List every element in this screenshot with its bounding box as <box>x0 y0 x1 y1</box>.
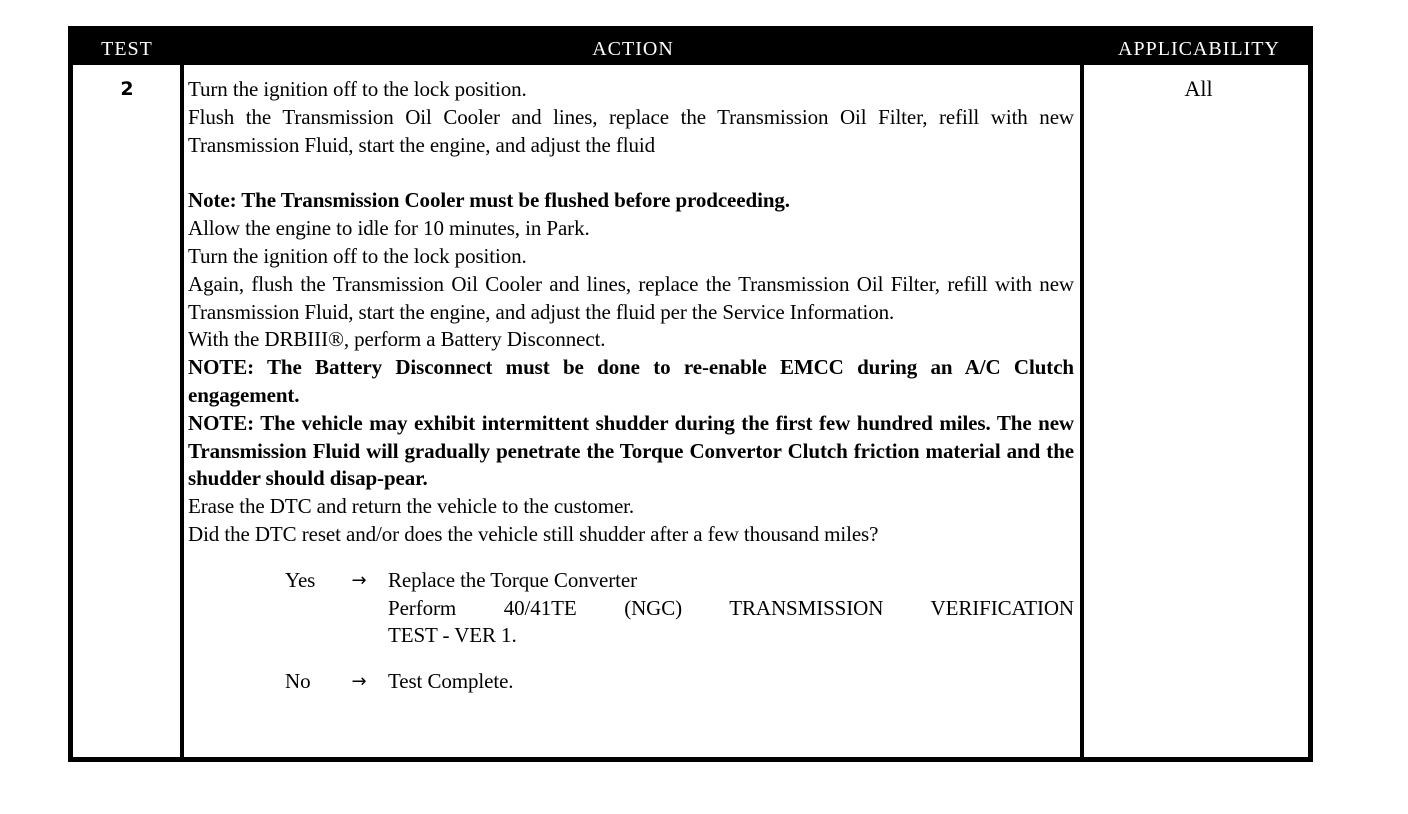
diagnostic-test-table <box>68 26 1313 762</box>
header-applicability: APPLICABILITY <box>1118 38 1280 60</box>
action-question: Did the DTC reset and/or does the vehicle still shudder after a few thousand miles? <box>188 521 879 546</box>
applicability-value: All <box>1184 76 1213 101</box>
answer-no <box>285 668 1074 696</box>
header-test: TEST <box>101 38 153 60</box>
right-arrow-icon: → <box>351 671 367 693</box>
answer-yes <box>285 567 1074 650</box>
right-arrow-icon: → <box>351 569 367 591</box>
action-cell <box>188 76 1074 696</box>
column-divider <box>180 65 184 757</box>
action-step: Again, flush the Transmission Oil Cooler and lines, replace the Transmission Oil Filter, refill with new Transmission Fluid, start the engine, and adjust the fluid per the Service Information. <box>188 271 1074 324</box>
action-note: NOTE: The vehicle may exhibit intermittent shudder during the first few hundred miles. The new Transmission Fluid will gradually penetrate the Torque Convertor Clutch friction material and the shudder should disap-pear. <box>188 410 1074 491</box>
action-note: Note: The Transmission Cooler must be flushed before prodceeding. <box>188 188 790 213</box>
no-label: No <box>285 669 311 694</box>
action-step: Turn the ignition off to the lock position. <box>188 77 527 101</box>
yes-result-line: TEST - VER 1. <box>388 623 517 648</box>
action-step: Flush the Transmission Oil Cooler and lines, replace the Transmission Oil Filter, refill with new Transmission Fluid, start the engine, and adjust the fluid <box>188 104 1074 157</box>
column-divider <box>1080 65 1084 757</box>
action-step: With the DRBIII®, perform a Battery Disconnect. <box>188 327 606 352</box>
header-action: ACTION <box>592 38 674 60</box>
action-note: NOTE: The Battery Disconnect must be done to re-enable EMCC during an A/C Clutch engagement. <box>188 355 1074 407</box>
yes-label: Yes <box>285 567 316 592</box>
no-result-line: Test Complete. <box>388 669 514 694</box>
yes-result <box>388 567 1074 650</box>
yes-result-line: Perform 40/41TE (NGC) TRANSMISSION VERIFICATION <box>388 595 1074 620</box>
yes-result-line: Replace the Torque Converter <box>388 567 637 592</box>
action-step: Turn the ignition off to the lock position. <box>188 243 527 268</box>
test-number: 2 <box>120 78 134 100</box>
action-step: Erase the DTC and return the vehicle to the customer. <box>188 494 635 519</box>
action-step: Allow the engine to idle for 10 minutes, in Park. <box>188 216 590 241</box>
no-result <box>388 668 1074 696</box>
table-header <box>73 31 1308 65</box>
spacer <box>188 159 1074 187</box>
